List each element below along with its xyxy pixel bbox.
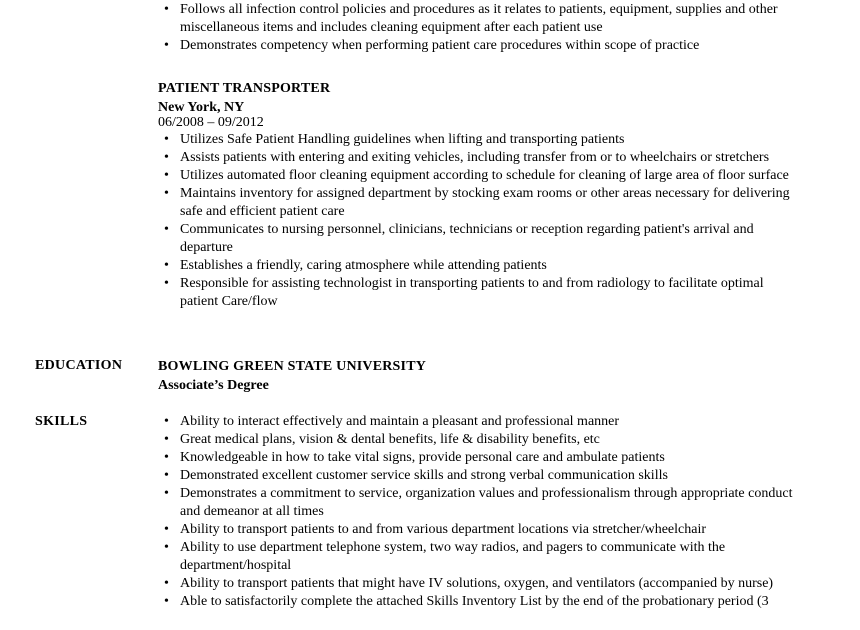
list-item: • Demonstrates a commitment to service, organization values and professionalism through appropriate conduct and demeanor at all times bbox=[158, 485, 798, 521]
skills-bullets bbox=[158, 413, 798, 611]
list-item: • Assists patients with entering and exiting vehicles, including transfer from or to wheelchairs or stretchers bbox=[158, 149, 798, 167]
list-item: • Demonstrated excellent customer service skills and strong verbal communication skills bbox=[158, 467, 798, 485]
list-item: • Ability to transport patients that might have IV solutions, oxygen, and ventilators (accompanied by nurse) bbox=[158, 575, 798, 593]
list-item: • Communicates to nursing personnel, clinicians, technicians or reception regarding patient's arrival and departure bbox=[158, 221, 798, 257]
list-item: • Ability to interact effectively and maintain a pleasant and professional manner bbox=[158, 413, 798, 431]
list-item: • Follows all infection control policies and procedures as it relates to patients, equipment, supplies and other miscellaneous items and includes cleaning equipment after each patient use bbox=[158, 1, 798, 37]
job-location: New York, NY bbox=[158, 100, 245, 115]
education-heading: EDUCATION bbox=[35, 358, 123, 373]
job-title: PATIENT TRANSPORTER bbox=[158, 81, 331, 96]
list-item: • Maintains inventory for assigned department by stocking exam rooms or other areas necessary for delivering safe and efficient patient care bbox=[158, 185, 798, 221]
list-item: • Establishes a friendly, caring atmosphere while attending patients bbox=[158, 257, 798, 275]
previous-job-bullets bbox=[158, 1, 798, 55]
list-item: • Great medical plans, vision & dental benefits, life & disability benefits, etc bbox=[158, 431, 798, 449]
list-item: • Ability to transport patients to and from various department locations via stretcher/wheelchair bbox=[158, 521, 798, 539]
list-item: • Responsible for assisting technologist in transporting patients to and from radiology to facilitate optimal patient Care/flow bbox=[158, 275, 798, 311]
list-item: • Utilizes Safe Patient Handling guidelines when lifting and transporting patients bbox=[158, 131, 798, 149]
list-item: • Ability to use department telephone system, two way radios, and pagers to communicate with the department/hospital bbox=[158, 539, 798, 575]
job-dates: 06/2008 – 09/2012 bbox=[158, 115, 264, 130]
list-item: • Demonstrates competency when performing patient care procedures within scope of practice bbox=[158, 37, 798, 55]
list-item: • Able to satisfactorily complete the attached Skills Inventory List by the end of the probationary period (3 bbox=[158, 593, 798, 611]
school-name: BOWLING GREEN STATE UNIVERSITY bbox=[158, 359, 427, 374]
skills-heading: SKILLS bbox=[35, 414, 88, 429]
job-bullets bbox=[158, 131, 798, 311]
degree: Associate’s Degree bbox=[158, 378, 269, 393]
list-item: • Knowledgeable in how to take vital signs, provide personal care and ambulate patients bbox=[158, 449, 798, 467]
list-item: • Utilizes automated floor cleaning equipment according to schedule for cleaning of large area of floor surface bbox=[158, 167, 798, 185]
